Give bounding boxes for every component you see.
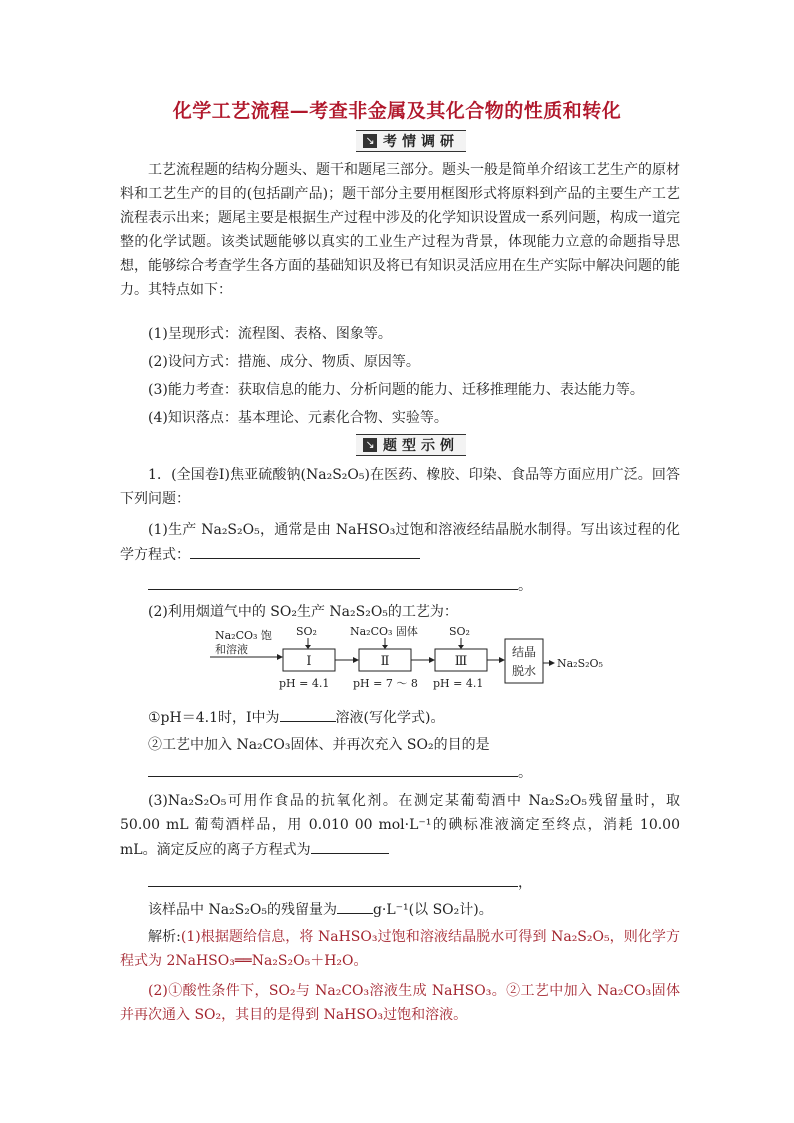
flow-arrowhead — [305, 645, 311, 649]
question-1-part-3 — [120, 789, 680, 862]
arrow-icon: ↘ — [363, 438, 377, 452]
answer-blank[interactable] — [148, 760, 518, 777]
question-1-part-2b: ②工艺中加入 Na₂CO₃固体、并再次充入 SO₂的目的是 — [148, 737, 490, 753]
punctuation: 。 — [518, 578, 532, 594]
reagent-label: SO₂ — [449, 625, 470, 638]
ph-label: pH = 4.1 — [433, 677, 484, 690]
reagent-label: Na₂CO₃ 固体 — [350, 625, 418, 638]
reagent-label: SO₂ — [296, 625, 317, 638]
process-flow-diagram — [205, 623, 625, 695]
flow-arrowhead — [549, 660, 555, 666]
feature-item: (4)知识落点：基本理论、元素化合物、实验等。 — [148, 410, 448, 426]
question-text: (1)生产 Na₂S₂O₅，通常是由 NaHSO₃过饱和溶液经结晶脱水制得。写出该过程的化学方程式： — [120, 522, 680, 563]
feature-item: (3)能力考查：获取信息的能力、分析问题的能力、迁移推理能力、表达能力等。 — [148, 382, 644, 398]
flow-arrowhead — [499, 657, 505, 663]
flow-start-label: 和溶液 — [215, 643, 248, 656]
feature-item: (1)呈现形式：流程图、表格、图象等。 — [148, 326, 392, 342]
answer-line — [148, 573, 532, 598]
feature-item: (2)设问方式：措施、成分、物质、原因等。 — [148, 354, 420, 370]
ph-label: pH = 4.1 — [279, 677, 330, 690]
banner-label: 考情调研 — [383, 134, 459, 150]
answer-blank[interactable] — [337, 897, 373, 914]
question-text: g·L⁻¹(以 SO₂计)。 — [372, 902, 493, 918]
box-label: 结晶 — [511, 645, 537, 659]
question-text: ①pH＝4.1时，Ⅰ中为 — [148, 710, 280, 726]
flow-arrowhead — [353, 657, 359, 663]
question-1-part-1 — [120, 518, 680, 567]
ph-label: pH = 7 ～ 8 — [353, 677, 418, 690]
page-title: 化学工艺流程—考查非金属及其化合物的性质和转化 — [172, 100, 622, 122]
punctuation: ， — [518, 875, 532, 891]
box-label: Ⅲ — [454, 654, 468, 669]
banner-label: 题型示例 — [383, 438, 459, 454]
box-label: 脱水 — [511, 664, 537, 678]
answer-text: (1)根据题给信息，将 NaHSO₃过饱和溶液结晶脱水可得到 Na₂S₂O₅，则化学方程式为 2NaHSO₃══Na₂S₂O₅＋H₂O。 — [120, 929, 681, 969]
answer-label: 解析: — [148, 929, 181, 945]
answer-paragraph-2: (2)①酸性条件下，SO₂与 Na₂CO₃溶液生成 NaHSO₃。②工艺中加入 Na₂CO₃固体并再次通入 SO₂，其目的是得到 NaHSO₃过饱和溶液。 — [120, 983, 680, 1023]
arrow-icon: ↘ — [363, 134, 377, 148]
question-text: 该样品中 Na₂S₂O₅的残留量为 — [148, 902, 337, 918]
question-text: 溶液(写化学式)。 — [335, 710, 445, 726]
question-text: (3)Na₂S₂O₅可用作食品的抗氧化剂。在测定某葡萄酒中 Na₂S₂O₅残留量时，取 50.00 mL 葡萄酒样品，用 0.010 00 mol·L⁻¹的碘标准液滴定至终点，消耗 10.00 mL。滴定反应的离子方程式为 — [120, 793, 680, 858]
answer-paragraph-1 — [120, 925, 680, 973]
flow-arrowhead — [458, 645, 464, 649]
box-label: Ⅱ — [380, 654, 390, 669]
answer-blank[interactable] — [280, 705, 336, 722]
answer-blank[interactable] — [311, 837, 389, 854]
question-1-part-2: (2)利用烟道气中的 SO₂生产 Na₂S₂O₅的工艺为： — [148, 604, 458, 620]
punctuation: 。 — [518, 765, 532, 781]
flow-arrowhead — [277, 654, 283, 660]
answer-blank[interactable] — [190, 542, 420, 559]
answer-line — [148, 870, 532, 895]
answer-line — [148, 760, 532, 785]
section-banner-examples — [356, 434, 466, 456]
answer-blank[interactable] — [148, 573, 518, 590]
question-1: 1．(全国卷Ⅰ)焦亚硫酸钠(Na₂S₂O₅)在医药、橡胶、印染、食品等方面应用广泛。回答下列问题： — [120, 467, 680, 507]
flow-arrowhead — [429, 657, 435, 663]
section-banner-research — [356, 130, 466, 152]
flow-product-label: Na₂S₂O₅ — [557, 657, 603, 670]
question-1-part-2a — [148, 705, 444, 730]
answer-blank[interactable] — [148, 870, 518, 887]
question-1-part-3b — [148, 897, 493, 922]
intro-paragraph: 工艺流程题的结构分题头、题干和题尾三部分。题头一般是简单介绍该工艺生产的原材料和工艺生产的目的(包括副产品)；题干部分主要用框图形式将原料到产品的主要生产工艺流程表示出来；题尾主要是根据生产过程中涉及的化学知识设置成一系列问题，构成一道完整的化学试题。该类试题能够以真实的工业生产过程为背景，体现能力立意的命题指导思想，能够综合考查学生各方面的基础知识及将已有知识灵活应用在生产实际中解决问题的能力。其特点如下： — [120, 162, 680, 298]
flow-arrowhead — [382, 645, 388, 649]
box-label: Ⅰ — [306, 654, 312, 669]
flow-start-label: Na₂CO₃ 饱 — [215, 629, 272, 642]
